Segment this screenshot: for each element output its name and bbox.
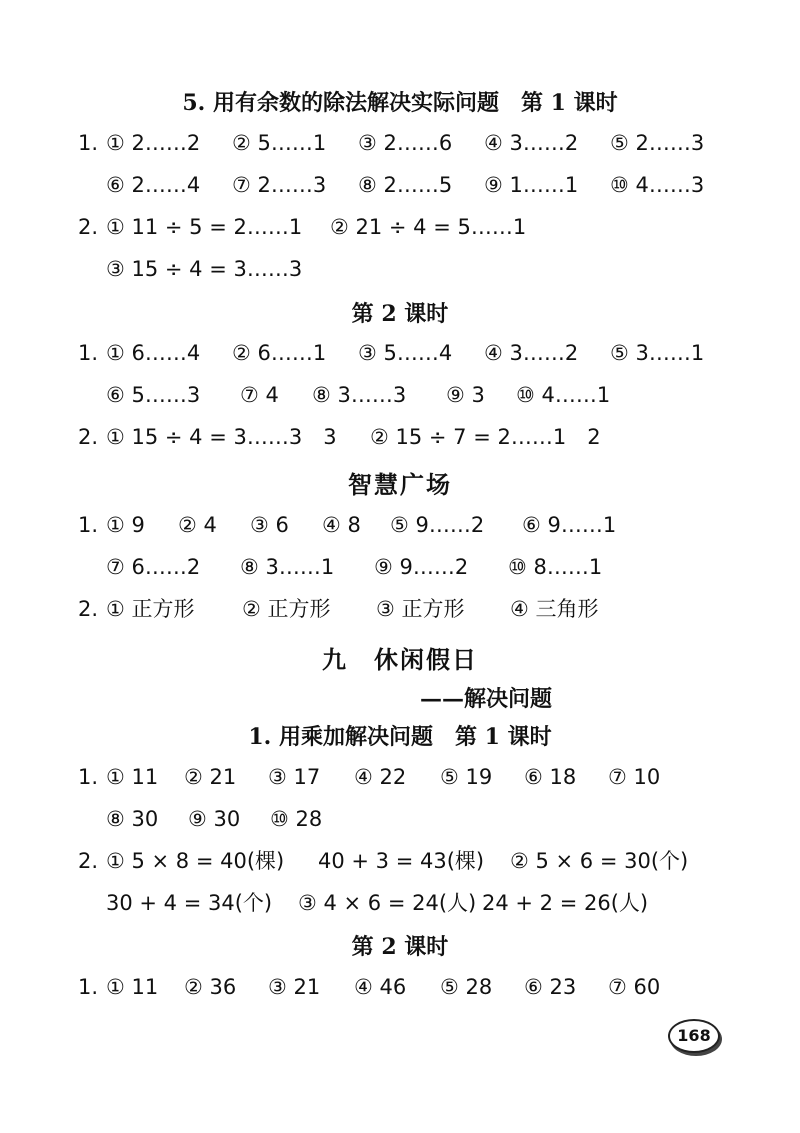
answer-item: ② 21 [184,765,237,789]
answer-line [0,378,800,412]
answer-item: ⑤ 2……3 [610,131,705,155]
answer-item: ① 11 [106,765,159,789]
answer-line [0,886,800,920]
answer-item: 30 + 4 = 34(个) [106,891,273,915]
answer-item: ⑧ 30 [106,807,159,831]
answer-item: ② 5 × 6 = 30(个) [510,849,689,873]
unit-title: 九 休闲假日 [322,645,478,674]
question-number: 2. [78,215,99,239]
answer-item: ⑤ 28 [440,975,493,999]
answer-line [0,970,800,1004]
answer-item: ⑥ 2……4 [106,173,201,197]
answer-item: ④ 三角形 [510,597,599,621]
answer-item: ② 36 [184,975,237,999]
answer-item: ② 正方形 [242,597,331,621]
answer-item: ⑤ 3……1 [610,341,705,365]
answer-item: 40 + 3 = 43(棵) [318,849,485,873]
answer-item: ② 4 [178,513,217,537]
answer-line [0,252,800,286]
answer-item: ③ 5……4 [358,341,453,365]
answer-item: ④ 8 [322,513,361,537]
answer-item: ① 正方形 [106,597,195,621]
answer-item: 24 + 2 = 26(人) [482,891,649,915]
answer-item: ⑩ 4……1 [516,383,611,407]
answer-item: ② 6……1 [232,341,327,365]
answer-item: ⑦ 60 [608,975,661,999]
question-number: 1. [78,131,99,155]
question-number: 2. [78,849,99,873]
answer-item: ⑥ 18 [524,765,577,789]
answer-item: ① 9 [106,513,145,537]
question-number: 1. [78,341,99,365]
answer-item: ① 6……4 [106,341,201,365]
section-title-wisdom: 智慧广场 [348,470,452,499]
answer-line [0,844,800,878]
answer-line [0,508,800,542]
answer-item: ① 11 ÷ 5 = 2……1 [106,215,303,239]
answer-item: ③ 6 [250,513,289,537]
unit-subtitle: ——解决问题 [420,686,553,712]
answer-line [0,336,800,370]
answer-item: ⑤ 19 [440,765,493,789]
question-number: 1. [78,975,99,999]
answer-item: ④ 3……2 [484,131,579,155]
answer-item: ④ 22 [354,765,407,789]
answer-item: ③ 17 [268,765,321,789]
answer-item: ⑦ 4 [240,383,279,407]
answer-item: ② 15 ÷ 7 = 2……1 2 [370,425,601,449]
answer-item: ② 21 ÷ 4 = 5……1 [330,215,527,239]
answer-item: ⑩ 28 [270,807,323,831]
answer-item: ⑥ 5……3 [106,383,201,407]
answer-item: ③ 21 [268,975,321,999]
answer-item: ⑨ 9……2 [374,555,469,579]
answer-item: ① 11 [106,975,159,999]
answer-item: ③ 2……6 [358,131,453,155]
question-number: 2. [78,425,99,449]
lesson-title: 第 2 课时 [351,934,449,960]
answer-item: ⑧ 3……3 [312,383,407,407]
answer-item: ③ 4 × 6 = 24(人) [298,891,477,915]
answer-line [0,550,800,584]
answer-line [0,592,800,626]
section-title-5: 5. 用有余数的除法解决实际问题 第 1 课时 [182,90,618,116]
answer-item: ⑥ 9……1 [522,513,617,537]
answer-item: ⑧ 2……5 [358,173,453,197]
answer-item: ④ 46 [354,975,407,999]
question-number: 1. [78,513,99,537]
answer-line [0,126,800,160]
answer-line [0,802,800,836]
answer-item: ③ 正方形 [376,597,465,621]
answer-item: ⑧ 3……1 [240,555,335,579]
lesson-title: 第 2 课时 [351,301,449,327]
question-number: 1. [78,765,99,789]
question-number: 2. [78,597,99,621]
answer-item: ② 5……1 [232,131,327,155]
answer-item: ① 2……2 [106,131,201,155]
answer-line [0,760,800,794]
section-title-1: 1. 用乘加解决问题 第 1 课时 [248,724,552,750]
answer-item: ⑨ 30 [188,807,241,831]
answer-item: ⑦ 10 [608,765,661,789]
page-number: 168 [668,1019,720,1053]
answer-item: ⑩ 8……1 [508,555,603,579]
answer-item: ⑩ 4……3 [610,173,705,197]
answer-line [0,420,800,454]
answer-line [0,210,800,244]
answer-item: ⑨ 1……1 [484,173,579,197]
answer-item: ① 15 ÷ 4 = 3……3 3 [106,425,337,449]
answer-item: ⑨ 3 [446,383,485,407]
answer-item: ⑤ 9……2 [390,513,485,537]
answer-item: ⑦ 2……3 [232,173,327,197]
answer-item: ③ 15 ÷ 4 = 3……3 [106,257,303,281]
answer-item: ① 5 × 8 = 40(棵) [106,849,285,873]
answer-line [0,168,800,202]
answer-item: ⑦ 6……2 [106,555,201,579]
answer-item: ⑥ 23 [524,975,577,999]
answer-item: ④ 3……2 [484,341,579,365]
